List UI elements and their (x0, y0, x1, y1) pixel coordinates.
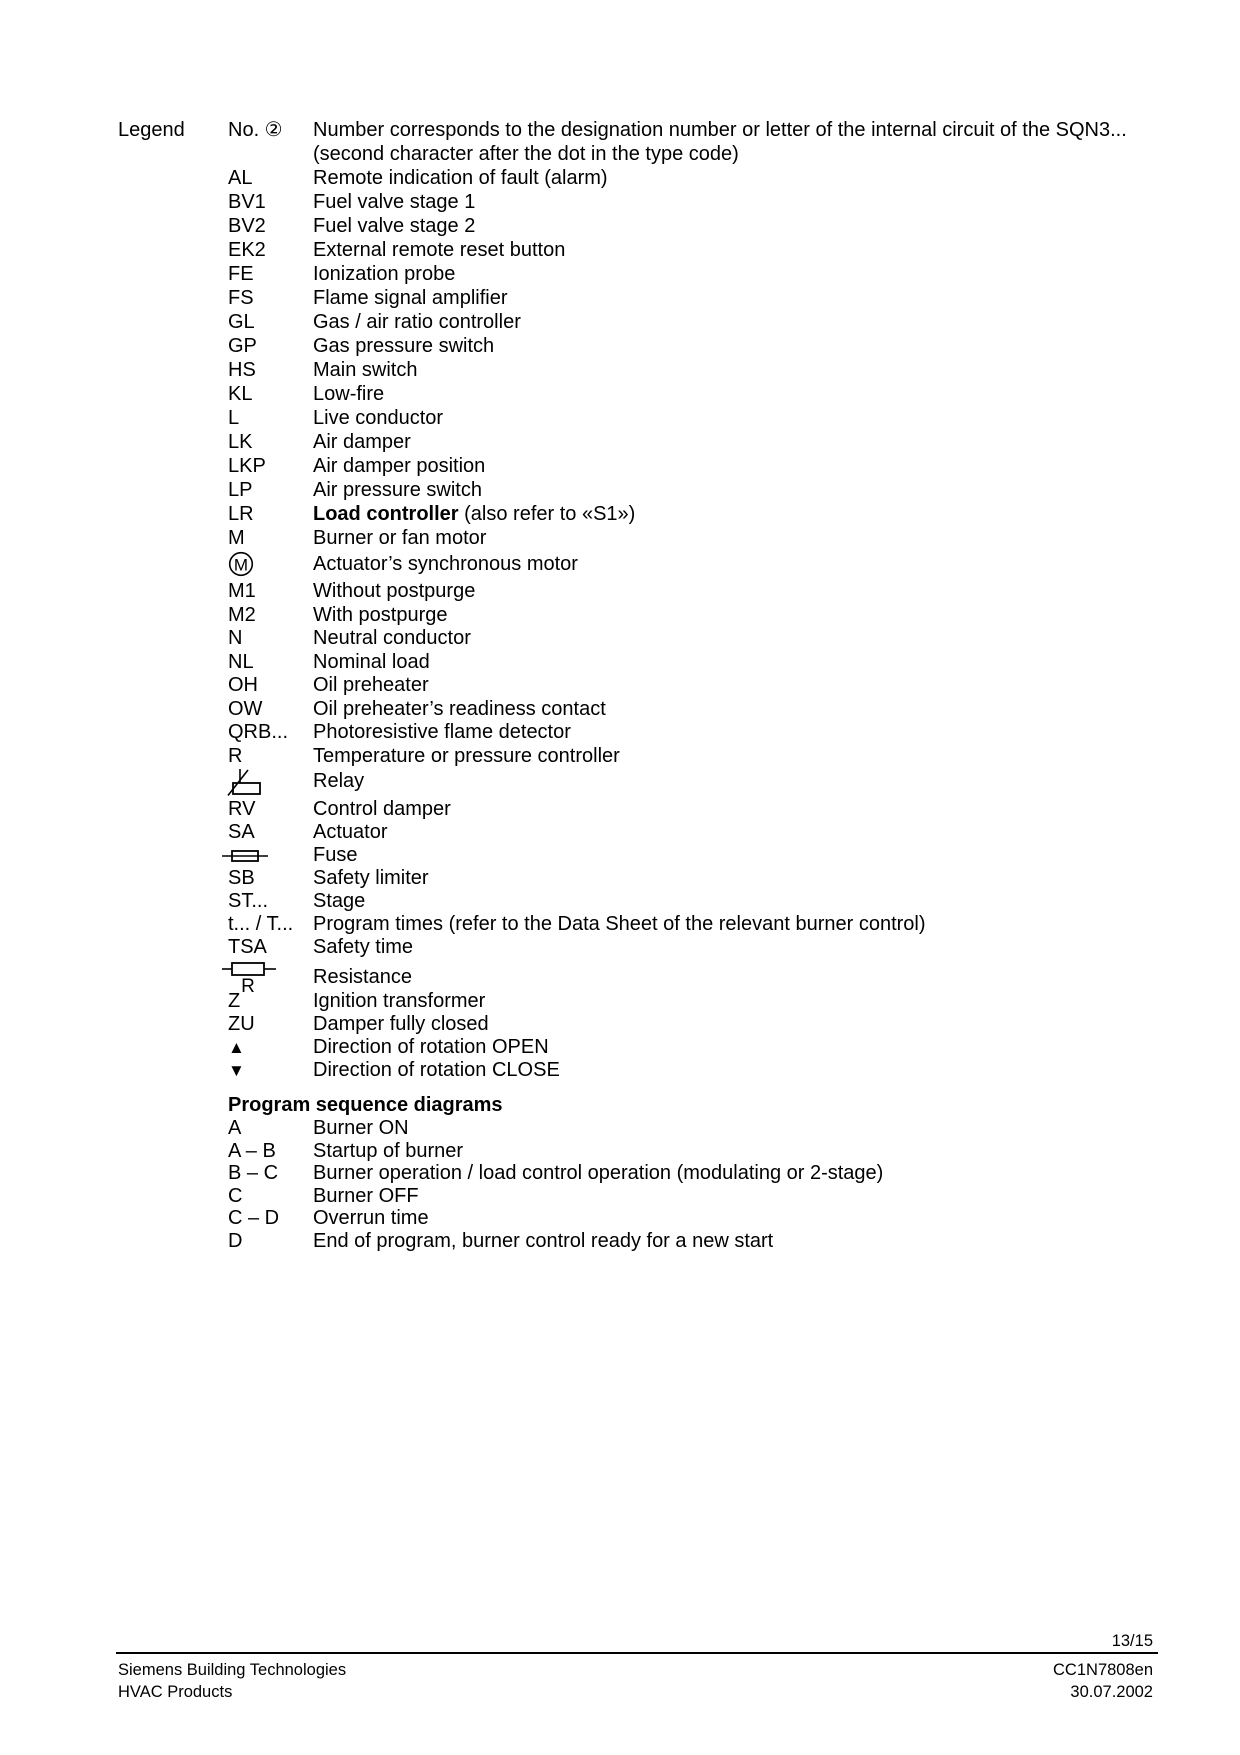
legend-term: ST... (228, 890, 269, 912)
sequence-row (228, 1162, 1158, 1185)
legend-term: GP (228, 335, 257, 357)
legend-row (228, 651, 1158, 675)
legend-desc: Air damper (313, 431, 411, 453)
legend-label: Legend (118, 119, 185, 141)
legend-term: LK (228, 431, 253, 453)
legend-row (228, 166, 1158, 190)
svg-text:R: R (241, 976, 255, 995)
legend-term: Z (228, 990, 241, 1012)
legend-row (228, 382, 1158, 406)
legend-desc: Fuel valve stage 1 (313, 191, 476, 213)
legend-term: FE (228, 263, 254, 285)
legend-desc: Nominal load (313, 650, 430, 673)
sequence-term: B – C (228, 1162, 279, 1184)
sequence-term: A (228, 1117, 242, 1139)
footer-doc-date: 30.07.2002 (1070, 1683, 1153, 1701)
legend-row (228, 430, 1158, 454)
legend-desc: With postpurge (313, 603, 448, 626)
legend-term: AL (228, 167, 253, 189)
sequence-term: C (228, 1184, 243, 1207)
legend-desc: Safety time (313, 936, 414, 958)
legend-desc: Damper fully closed (313, 1013, 489, 1035)
legend-term: RV (228, 798, 256, 820)
legend-desc: Oil preheater’s readiness contact (313, 697, 606, 720)
program-sequence-heading: Program sequence diagrams (228, 1094, 503, 1116)
legend-desc: (second character after the dot in the type code) (313, 143, 739, 165)
legend-desc: Temperature or pressure controller (313, 744, 620, 767)
legend-row (228, 627, 1158, 651)
footer-left (118, 1659, 346, 1703)
legend-row (228, 990, 1158, 1013)
legend-desc: Live conductor (313, 407, 444, 429)
footer-rule (116, 1652, 1158, 1654)
legend-desc-bold: Load controller (313, 503, 459, 525)
legend-desc (313, 502, 1158, 526)
legend-desc: Ionization probe (313, 263, 456, 285)
legend-desc: Direction of rotation OPEN (313, 1036, 549, 1058)
legend-row-continuation (228, 142, 1158, 166)
legend-row-motor (228, 550, 1158, 577)
legend-desc: Without postpurge (313, 580, 476, 602)
sequence-row (228, 1207, 1158, 1230)
legend-row (228, 262, 1158, 286)
legend-term: OH (228, 674, 258, 696)
footer-right (1053, 1659, 1153, 1703)
legend-term: L (228, 407, 240, 429)
legend-term: SB (228, 867, 255, 889)
legend-term: R (228, 744, 243, 767)
legend-row-close (228, 1059, 1158, 1082)
legend-desc: Control damper (313, 798, 451, 820)
legend-term: No. ② (228, 119, 283, 141)
relay-icon (228, 768, 313, 796)
legend-desc: Program times (refer to the Data Sheet of the relevant burner control) (313, 913, 926, 935)
circled-motor-icon (228, 551, 313, 577)
legend-block-1 (228, 118, 1158, 577)
legend-block-2 (228, 580, 1158, 796)
triangle-up-icon: ▲ (228, 1038, 245, 1057)
legend-term: HS (228, 359, 256, 381)
page-number: 13/15 (1111, 1632, 1153, 1650)
sequence-row (228, 1230, 1158, 1253)
footer-org-line1: Siemens Building Technologies (118, 1661, 347, 1679)
legend-term: N (228, 627, 243, 649)
legend-row (228, 286, 1158, 310)
legend-desc: Gas pressure switch (313, 335, 495, 357)
legend-block-4 (228, 990, 1158, 1082)
legend-term: EK2 (228, 239, 266, 261)
legend-term: M1 (228, 580, 256, 602)
legend-row-relay (228, 768, 1158, 796)
legend-desc: Remote indication of fault (alarm) (313, 167, 608, 189)
legend-desc: Flame signal amplifier (313, 287, 508, 309)
legend-row (228, 358, 1158, 382)
legend-desc: Burner or fan motor (313, 527, 487, 549)
legend-row (228, 478, 1158, 502)
legend-row (228, 580, 1158, 604)
legend-term: M2 (228, 603, 256, 626)
triangle-down-icon: ▼ (228, 1061, 245, 1080)
legend-desc: Gas / air ratio controller (313, 311, 521, 333)
legend-row (228, 890, 1158, 913)
legend-desc: Low-fire (313, 383, 385, 405)
sequence-desc: Overrun time (313, 1207, 429, 1229)
legend-row (228, 745, 1158, 769)
legend-row (228, 406, 1158, 430)
legend-desc: Main switch (313, 359, 418, 381)
legend-desc: Stage (313, 890, 366, 912)
legend-block-3 (228, 798, 1158, 995)
legend-row-load-controller (228, 502, 1158, 526)
footer-org-line2: HVAC Products (118, 1683, 233, 1701)
legend-row (228, 334, 1158, 358)
footer-doc-code: CC1N7808en (1053, 1661, 1153, 1679)
svg-text:M: M (233, 555, 249, 574)
sequence-desc: End of program, burner control ready for a new start (313, 1229, 774, 1252)
legend-desc-rest: (also refer to «S1») (458, 503, 636, 525)
legend-row (228, 238, 1158, 262)
legend-desc: Air damper position (313, 455, 486, 477)
sequence-row (228, 1140, 1158, 1163)
legend-desc: Ignition transformer (313, 990, 486, 1012)
legend-desc: Neutral conductor (313, 627, 471, 649)
legend-row (228, 913, 1158, 936)
legend-row (228, 604, 1158, 628)
legend-desc: Direction of rotation CLOSE (313, 1059, 560, 1081)
legend-term: LKP (228, 455, 266, 477)
legend-desc: Air pressure switch (313, 479, 482, 501)
legend-row (228, 936, 1158, 959)
sequence-row (228, 1117, 1158, 1140)
legend-term: ZU (228, 1013, 255, 1035)
legend-desc: External remote reset button (313, 239, 566, 261)
legend-desc: Actuator (313, 821, 388, 843)
legend-term: SA (228, 821, 255, 843)
legend-term: QRB... (228, 721, 289, 743)
program-sequence-block (228, 1117, 1158, 1252)
legend-term: M (228, 527, 245, 549)
legend-row (228, 526, 1158, 550)
legend-row (228, 798, 1158, 821)
legend-term: LR (228, 503, 254, 525)
legend-row (228, 867, 1158, 890)
legend-desc: Photoresistive flame detector (313, 721, 571, 743)
legend-term: t... / T... (228, 913, 294, 935)
legend-row (228, 1013, 1158, 1036)
legend-row (228, 821, 1158, 844)
legend-row (228, 214, 1158, 238)
legend-row (228, 190, 1158, 214)
sequence-term: C – D (228, 1207, 280, 1229)
legend-desc: Safety limiter (313, 867, 429, 889)
sequence-desc: Burner ON (313, 1117, 409, 1139)
legend-term: BV1 (228, 191, 266, 213)
sequence-row (228, 1185, 1158, 1208)
legend-row (228, 118, 1158, 142)
legend-term: NL (228, 650, 254, 673)
legend-desc: Oil preheater (313, 674, 429, 696)
legend-desc: Actuator’s synchronous motor (313, 552, 578, 575)
legend-term: LP (228, 479, 253, 501)
legend-row-open (228, 1036, 1158, 1059)
sequence-desc: Burner OFF (313, 1184, 419, 1207)
sequence-desc: Startup of burner (313, 1139, 464, 1162)
legend-term: BV2 (228, 215, 266, 237)
legend-row (228, 674, 1158, 698)
legend-desc: Relay (313, 770, 365, 793)
legend-term: TSA (228, 936, 267, 958)
fuse-icon (228, 848, 313, 864)
legend-desc: Fuel valve stage 2 (313, 215, 476, 237)
legend-row (228, 454, 1158, 478)
legend-row-fuse (228, 844, 1158, 867)
program-sequence-heading-block (228, 1093, 1158, 1117)
legend-term: KL (228, 383, 253, 405)
sequence-term: D (228, 1229, 243, 1252)
legend-row (228, 310, 1158, 334)
legend-term: GL (228, 311, 255, 333)
sequence-term: A – B (228, 1139, 276, 1162)
legend-term: OW (228, 697, 263, 720)
legend-term: FS (228, 287, 254, 309)
legend-desc: Fuse (313, 844, 358, 866)
legend-row (228, 698, 1158, 722)
sequence-desc: Burner operation / load control operation (modulating or 2-stage) (313, 1162, 884, 1184)
legend-desc: Number corresponds to the designation number or letter of the internal circuit of the SQN3... (313, 119, 1127, 141)
legend-row (228, 721, 1158, 745)
legend-desc: Resistance (313, 965, 412, 988)
